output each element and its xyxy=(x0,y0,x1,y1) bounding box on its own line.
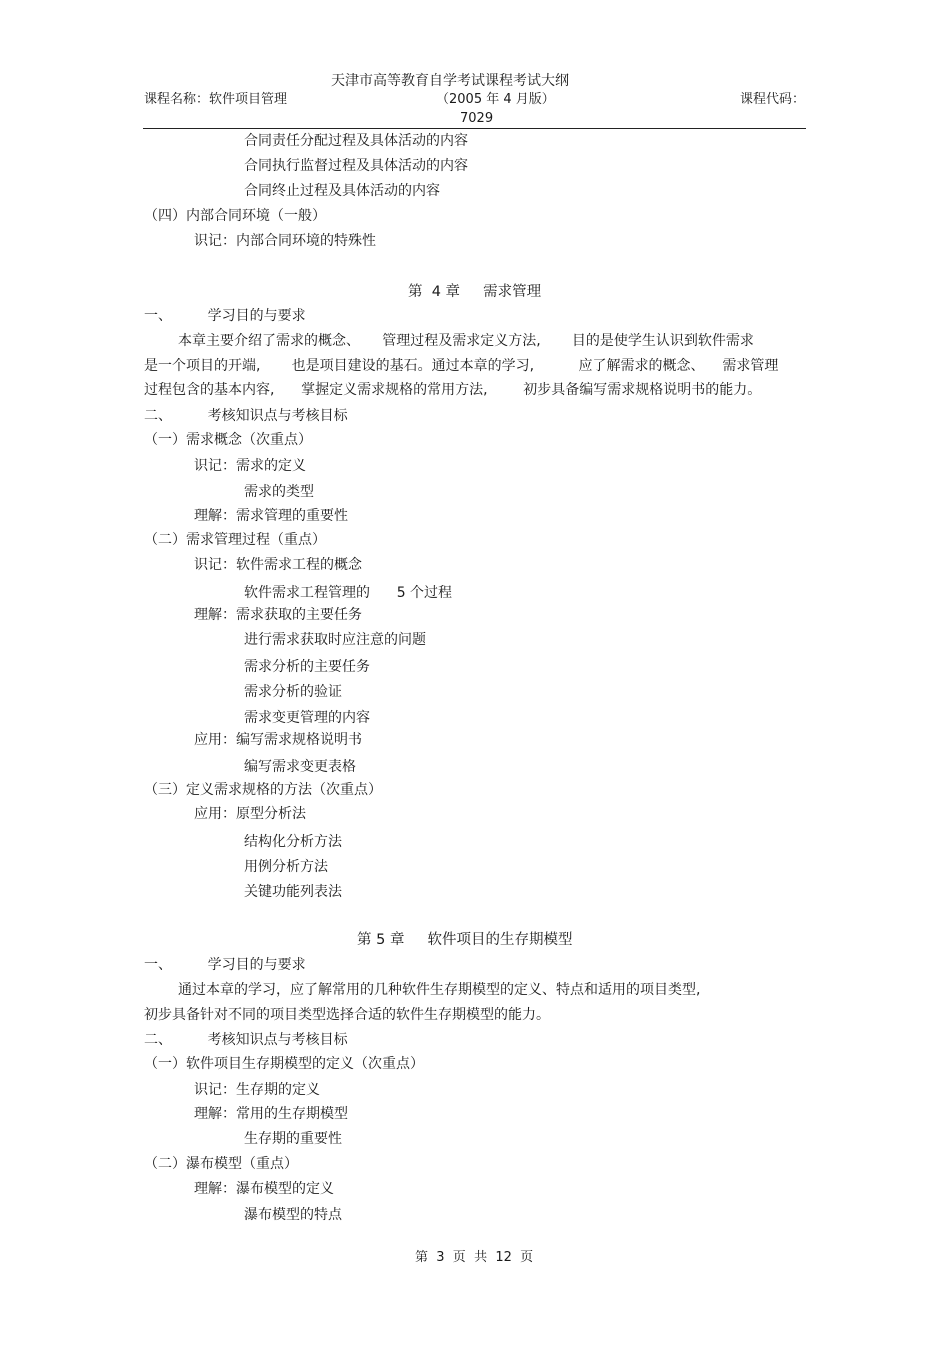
text-line: 进行需求获取时应注意的问题 xyxy=(244,632,426,648)
text-line: 需求变更管理的内容 xyxy=(244,710,370,726)
paragraph-line: 是一个项目的开端, 也是项目建设的基石。通过本章的学习, 应了解需求的概念、 需求管理 xyxy=(144,358,779,374)
edition: （2005 年 4 月版） xyxy=(436,92,555,107)
text-line: 结构化分析方法 xyxy=(244,834,342,850)
section-heading: 二、 考核知识点与考核目标 xyxy=(144,1032,348,1048)
text-line: 应用：编写需求规格说明书 xyxy=(194,732,362,748)
document-title: 天津市高等教育自学考试课程考试大纲 xyxy=(331,73,569,89)
text-line: 合同终止过程及具体活动的内容 xyxy=(244,183,440,199)
chapter-title: 第 5 章 软件项目的生存期模型 xyxy=(357,932,573,948)
course-name: 课程名称：软件项目管理 xyxy=(144,92,288,107)
text-line: 瀑布模型的特点 xyxy=(244,1207,342,1223)
course-code-value: 7029 xyxy=(460,111,494,126)
text-line: 需求分析的验证 xyxy=(244,684,342,700)
text-line: 理解：常用的生存期模型 xyxy=(194,1106,348,1122)
paragraph-line: 通过本章的学习，应了解常用的几种软件生存期模型的定义、特点和适用的项目类型, xyxy=(178,982,701,998)
paragraph-line: 初步具备针对不同的项目类型选择合适的软件生存期模型的能力。 xyxy=(144,1007,550,1023)
text-line: 编写需求变更表格 xyxy=(244,759,356,775)
text-line: 合同责任分配过程及具体活动的内容 xyxy=(244,133,468,149)
paragraph-line: 本章主要介绍了需求的概念、 管理过程及需求定义方法, 目的是使学生认识到软件需求 xyxy=(178,333,754,349)
page-number: 第 3 页 共 12 页 xyxy=(415,1250,534,1265)
paragraph-line: 过程包含的基本内容, 掌握定义需求规格的常用方法, 初步具备编写需求规格说明书的能力。 xyxy=(144,382,762,398)
header-rule xyxy=(143,128,806,129)
section-heading: 一、 学习目的与要求 xyxy=(144,957,306,973)
text-line: 用例分析方法 xyxy=(244,859,328,875)
text-line: 理解：需求获取的主要任务 xyxy=(194,607,362,623)
text-line: 软件需求工程管理的 5 个过程 xyxy=(244,585,453,601)
section-heading: （四）内部合同环境（一般） xyxy=(144,208,326,224)
text-line: 合同执行监督过程及具体活动的内容 xyxy=(244,158,468,174)
text-line: 需求的类型 xyxy=(244,484,314,500)
text-line: 识记：内部合同环境的特殊性 xyxy=(194,233,376,249)
section-heading: 一、 学习目的与要求 xyxy=(144,308,306,324)
text-line: 理解：需求管理的重要性 xyxy=(194,508,348,524)
subsection-heading: （二）需求管理过程（重点） xyxy=(144,532,326,548)
text-line: 应用：原型分析法 xyxy=(194,806,306,822)
section-heading: 二、 考核知识点与考核目标 xyxy=(144,408,348,424)
text-line: 需求分析的主要任务 xyxy=(244,659,370,675)
subsection-heading: （一）软件项目生存期模型的定义（次重点） xyxy=(144,1056,424,1072)
text-line: 识记：软件需求工程的概念 xyxy=(194,557,362,573)
text-line: 生存期的重要性 xyxy=(244,1131,342,1147)
text-line: 理解：瀑布模型的定义 xyxy=(194,1181,334,1197)
subsection-heading: （二）瀑布模型（重点） xyxy=(144,1156,298,1172)
text-line: 关键功能列表法 xyxy=(244,884,342,900)
subsection-heading: （三）定义需求规格的方法（次重点） xyxy=(144,782,382,798)
text-line: 识记：需求的定义 xyxy=(194,458,306,474)
subsection-heading: （一）需求概念（次重点） xyxy=(144,432,312,448)
chapter-title: 第 4 章 需求管理 xyxy=(408,284,542,300)
text-line: 识记：生存期的定义 xyxy=(194,1082,320,1098)
course-code-label: 课程代码： xyxy=(740,92,806,107)
